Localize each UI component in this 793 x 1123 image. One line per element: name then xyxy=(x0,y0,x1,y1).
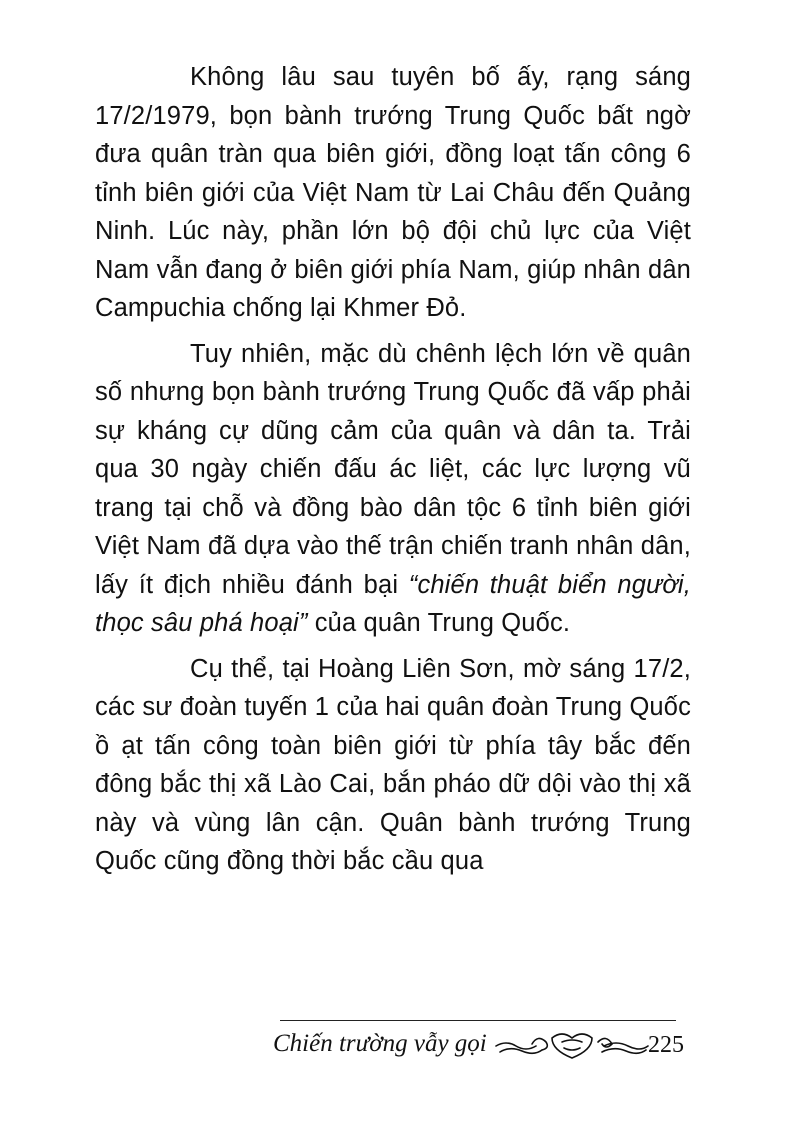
paragraph-2-text: Tuy nhiên, mặc dù chênh lệch lớn về quân số nhưng bọn bành trướng Trung Quốc đã vấp phải sự kháng cự dũng cảm của quân và dân ta. Trải qua 30 ngày chiến đấu ác liệt, các lực lượng vũ trang tại chỗ và đồng bào dân tộc 6 tỉnh biên giới Việt Nam đã dựa vào thế trận chiến tranh nhân dân, lấy ít địch nhiều đánh bại xyxy=(95,339,691,599)
paragraph-3 xyxy=(95,650,691,881)
page-footer xyxy=(270,1010,690,1070)
book-title: Chiến trường vẫy gọi xyxy=(273,1030,487,1057)
paragraph-1 xyxy=(95,58,691,328)
paragraph-2-quote: “chiến thuật biển người, thọc sâu phá hoại” xyxy=(95,570,691,637)
footer-rule xyxy=(280,1020,676,1021)
paragraph-2 xyxy=(95,335,691,643)
paragraph-3-text: Cụ thể, tại Hoàng Liên Sơn, mờ sáng 17/2, các sư đoàn tuyến 1 của hai quân đoàn Trung Quốc ồ ạt tấn công toàn biên giới từ phía tây bắc đến đông bắc thị xã Lào Cai, bắn pháo dữ dội vào thị xã này và vùng lân cận. Quân bành trướng Trung Quốc cũng đồng thời bắc cầu qua xyxy=(95,654,691,875)
page-body xyxy=(95,58,691,888)
decorative-scroll-ornament-icon xyxy=(492,1026,652,1062)
paragraph-1-text: Không lâu sau tuyên bố ấy, rạng sáng 17/2/1979, bọn bành trướng Trung Quốc bất ngờ đưa quân tràn qua biên giới, đồng loạt tấn công 6 tỉnh biên giới của Việt Nam từ Lai Châu đến Quảng Ninh. Lúc này, phần lớn bộ đội chủ lực của Việt Nam vẫn đang ở biên giới phía Nam, giúp nhân dân Campuchia chống lại Khmer Đỏ. xyxy=(95,63,691,322)
paragraph-2-text-after: của quân Trung Quốc. xyxy=(307,609,571,637)
page-number: 225 xyxy=(648,1032,684,1058)
